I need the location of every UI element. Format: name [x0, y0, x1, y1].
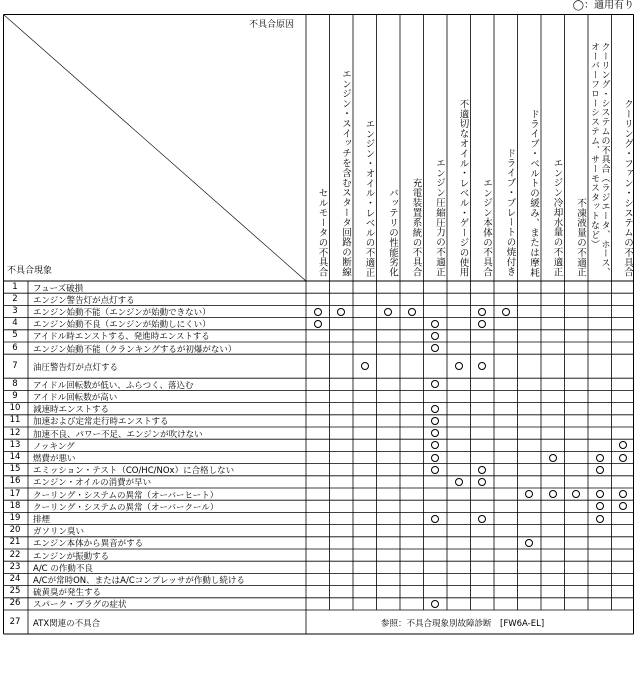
- row-number: 5: [12, 330, 18, 341]
- applicable-mark: [431, 515, 439, 523]
- cause-column-label: エンジン冷却水量の不適正: [551, 158, 563, 277]
- applicable-mark: [619, 454, 627, 462]
- cause-column-label: エンジン本体の不具合: [481, 178, 492, 277]
- row-number: 18: [9, 500, 21, 511]
- applicable-mark: [478, 362, 486, 370]
- row-symptom: ATX関連の不具合: [33, 619, 101, 629]
- applicable-mark: [431, 466, 439, 474]
- applicable-mark: [596, 490, 604, 498]
- applicable-mark: [549, 454, 557, 462]
- applicable-mark: [596, 502, 604, 510]
- row-number: 12: [9, 427, 21, 438]
- row-symptom: 硫黄臭が発生する: [33, 588, 102, 599]
- row-symptom: クーリング・システムの異常（オーバーヒート）: [33, 490, 219, 501]
- applicable-mark: [431, 454, 439, 462]
- row-number: 24: [9, 574, 21, 584]
- cause-header: 不具合原因: [249, 20, 295, 30]
- cause-column-label: エンジン・オイル・レベルの不適正: [363, 118, 375, 277]
- applicable-mark: [431, 417, 439, 425]
- row-symptom: エンジン始動不能（クランキングするが初爆がない）: [33, 344, 237, 355]
- symptom-header: 不具合現象: [7, 266, 53, 276]
- applicable-mark: [525, 490, 533, 498]
- applicable-mark: [619, 441, 627, 449]
- row-number: 8: [12, 378, 18, 389]
- applicable-mark: [619, 502, 627, 510]
- row-number: 21: [9, 537, 21, 548]
- cause-column-label: エンジン・スイッチを含むスタータ回路の断線: [340, 69, 351, 277]
- row-number: 2: [12, 293, 18, 304]
- reference-note: 参照：不具合現象別故障診断 [FW6A-EL]: [381, 619, 545, 629]
- cause-column-label: バッテリの性能劣化: [387, 187, 398, 277]
- row-number: 22: [9, 549, 21, 560]
- row-symptom: ガソリン臭い: [33, 527, 85, 538]
- applicable-mark: [314, 308, 322, 316]
- row-symptom: クーリング・システムの異常（オーバークール）: [33, 502, 219, 513]
- row-symptom: エミッション・テスト（CO/HC/NOx）に合格しない: [33, 466, 235, 477]
- fault-diagnosis-table: [3, 14, 634, 683]
- applicable-mark: [455, 362, 463, 370]
- applicable-mark: [478, 478, 486, 486]
- row-number: 27: [9, 617, 21, 627]
- cause-column-label: クーリング・システムの不具合（ラジエータ、ホース、 オーバーフローシステム、サーモスタットなど）: [589, 42, 610, 277]
- applicable-mark: [596, 515, 604, 523]
- row-number: 25: [9, 586, 21, 597]
- applicable-mark: [525, 539, 533, 547]
- row-symptom: エンジン・オイルの消費が早い: [33, 478, 152, 489]
- cause-column-label: 充電装置系統の不具合: [410, 178, 422, 277]
- row-symptom: 加速不良、パワー不足、エンジンが吹けない: [33, 429, 203, 440]
- applicable-mark: [431, 332, 439, 340]
- row-number: 6: [12, 342, 18, 353]
- applicable-mark: [596, 454, 604, 462]
- applicable-mark: [572, 490, 580, 498]
- applicable-mark: [478, 308, 486, 316]
- row-number: 15: [9, 464, 21, 475]
- applicable-mark: [478, 320, 486, 328]
- row-symptom: 燃費が悪い: [33, 454, 76, 464]
- applicable-mark: [431, 344, 439, 352]
- row-symptom: スパーク・プラグの症状: [33, 600, 127, 611]
- applicable-mark: [596, 466, 604, 474]
- row-number: 19: [9, 513, 21, 523]
- applicable-mark: [361, 362, 369, 370]
- applicable-mark: [431, 320, 439, 328]
- row-number: 11: [9, 415, 21, 426]
- cause-column-label: セルモータの不具合: [316, 187, 328, 277]
- row-symptom: 排煙: [33, 515, 51, 525]
- legend-applicable: ◯：適用有り: [572, 0, 634, 11]
- applicable-mark: [549, 490, 557, 498]
- row-symptom: エンジン本体から異音がする: [33, 539, 144, 550]
- applicable-mark: [455, 478, 463, 486]
- row-symptom: エンジン警告灯が点灯する: [33, 295, 135, 306]
- cause-column-label: ドライブ・ベルトの緩み、または摩耗: [528, 108, 539, 277]
- cause-column-label: ドライブ・プレートの焼付き: [504, 148, 516, 277]
- row-number: 13: [9, 439, 21, 450]
- row-number: 26: [9, 598, 21, 609]
- applicable-mark: [384, 308, 392, 316]
- applicable-mark: [314, 320, 322, 328]
- row-symptom: フューズ破損: [33, 283, 84, 294]
- applicable-mark: [431, 600, 439, 608]
- row-symptom: 加速および定常走行時エンストする: [33, 417, 169, 428]
- applicable-mark: [619, 490, 627, 498]
- row-symptom: エンジンが振動する: [33, 551, 110, 562]
- cause-column-label: 不凍液量の不適正: [575, 197, 586, 277]
- row-symptom: エンジン始動不能（エンジンが始動できない）: [33, 308, 211, 318]
- row-symptom: ノッキング: [33, 441, 75, 452]
- row-symptom: アイドル時エンストする、発進時エンストする: [33, 332, 210, 343]
- row-number: 20: [9, 525, 21, 536]
- cause-column-label: クーリング・ファン・システムの不具合: [622, 98, 633, 277]
- row-number: 7: [12, 360, 18, 371]
- row-number: 4: [12, 318, 18, 329]
- row-number: 14: [9, 452, 21, 462]
- row-number: 17: [9, 488, 21, 499]
- applicable-mark: [408, 308, 416, 316]
- applicable-mark: [431, 429, 439, 437]
- row-symptom: 減速時エンストする: [33, 405, 109, 416]
- row-number: 9: [12, 391, 18, 401]
- row-symptom: アイドル回転数が高い: [33, 393, 118, 403]
- applicable-mark: [478, 466, 486, 474]
- applicable-mark: [478, 515, 486, 523]
- applicable-mark: [337, 308, 345, 316]
- row-number: 16: [9, 476, 21, 487]
- applicable-mark: [431, 380, 439, 388]
- row-number: 1: [12, 281, 18, 292]
- row-symptom: エンジン始動不良（エンジンが始動しにくい）: [33, 320, 211, 331]
- applicable-mark: [431, 441, 439, 449]
- row-symptom: アイドル回転数が低い、ふらつく、落込む: [33, 380, 194, 391]
- row-number: 10: [9, 403, 21, 414]
- row-number: 3: [12, 306, 18, 316]
- row-symptom: A/Cが常時ON、またはA/Cコンプレッサが作動し続ける: [33, 576, 245, 586]
- row-symptom: A/C の作動不良: [33, 563, 93, 574]
- row-symptom: 油圧警告灯が点灯する: [33, 362, 119, 373]
- applicable-mark: [502, 308, 510, 316]
- row-number: 23: [9, 561, 21, 572]
- cause-column-label: エンジン圧縮圧力の不適正: [434, 158, 445, 277]
- applicable-mark: [431, 405, 439, 413]
- cause-column-label: 不適切なオイル・レベル・ゲージの使用: [457, 98, 469, 277]
